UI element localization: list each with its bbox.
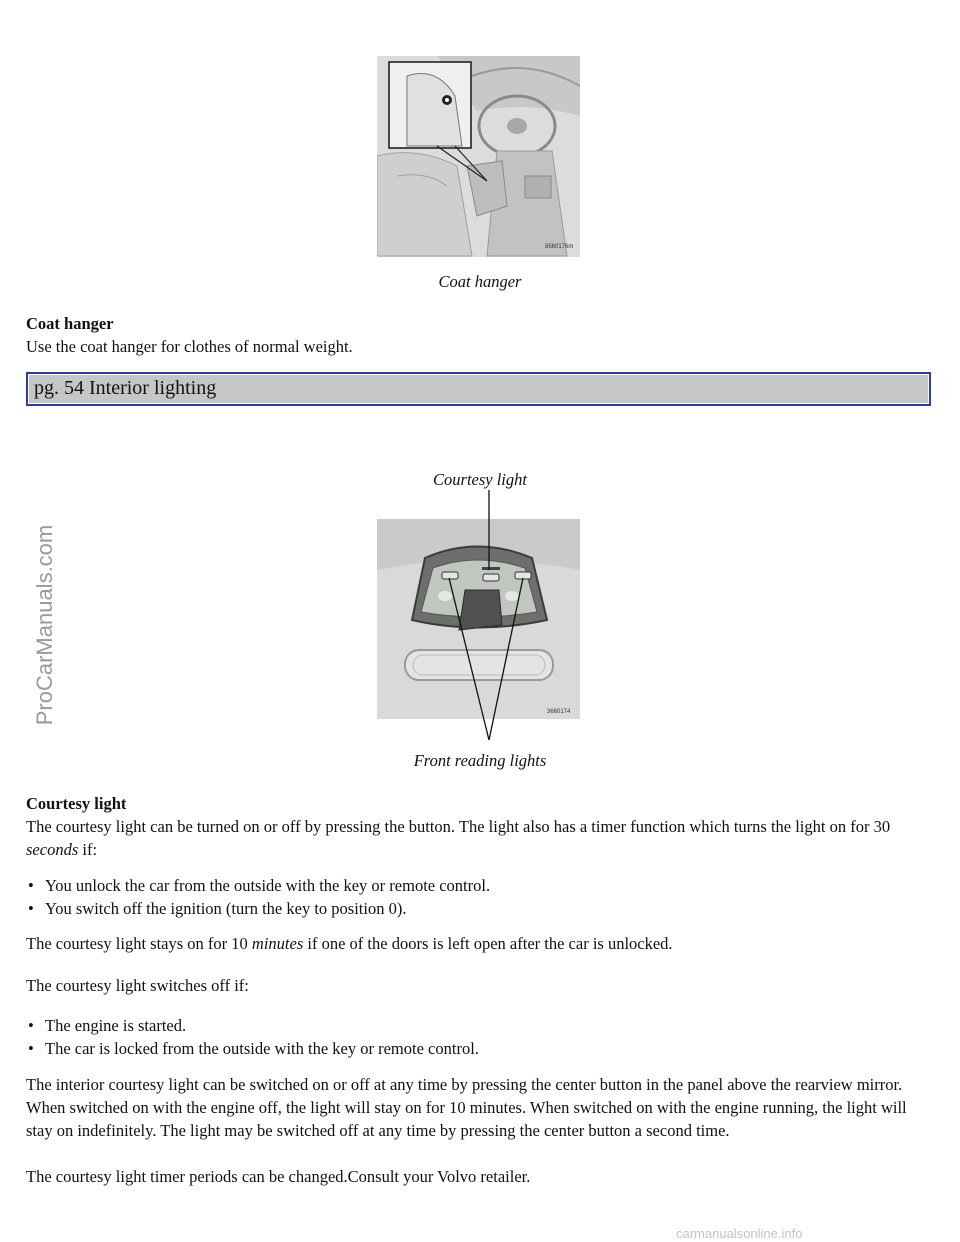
courtesy-light-label: Courtesy light: [433, 470, 527, 489]
intro-text-end: if:: [78, 840, 98, 859]
courtesy-off-intro: The courtesy light switches off if:: [26, 976, 249, 995]
interior-courtesy-paragraph: The interior courtesy light can be switched on or off at any time by pressing the center button in the panel above the rearview mirror. When switched on with the engine off, the light will stay on for 10 minutes. When switched on with the engine running, the light will stay on indefinitely. The light may be switched off at any time by pressing the center button a second time.: [26, 1075, 907, 1140]
front-reading-lights-label: Front reading lights: [413, 751, 547, 770]
interior-lighting-illustration: [377, 490, 580, 752]
section-header-bar: [26, 372, 931, 406]
switch-off-conditions-list: [26, 1014, 479, 1060]
coat-hanger-text: Use the coat hanger for clothes of normal weight.: [26, 337, 353, 356]
courtesy-light-intro: [26, 815, 936, 861]
stay-emphasis: minutes: [251, 934, 304, 953]
list-item: • You switch off the ignition (turn the key to position 0).: [26, 897, 490, 920]
coat-hanger-illustration: [377, 56, 580, 257]
list-item: • You unlock the car from the outside with the key or remote control.: [26, 874, 490, 897]
coat-hanger-figure-code: 8560176m: [545, 244, 574, 250]
lighting-figure-code: 3660174: [547, 709, 571, 715]
courtesy-light-heading: Courtesy light: [26, 794, 127, 813]
intro-emphasis: seconds: [26, 840, 79, 859]
stay-text-end: if one of the doors is left open after the car is unlocked.: [303, 934, 673, 953]
list-item: • The car is locked from the outside with the key or remote control.: [26, 1037, 479, 1060]
bottom-watermark: carmanualsonline.info: [676, 1226, 803, 1241]
coat-hanger-caption: Coat hanger: [438, 272, 522, 291]
side-watermark: ProCarManuals.com: [32, 524, 57, 726]
courtesy-stay-on-text: [26, 932, 936, 955]
coat-hanger-heading: Coat hanger: [26, 314, 114, 333]
intro-text: The courtesy light can be turned on or off by pressing the button. The light also has a timer function which turns the light on for 30: [26, 817, 891, 836]
stay-text: The courtesy light stays on for 10: [26, 934, 252, 953]
list-item: • The engine is started.: [26, 1014, 479, 1037]
timer-retailer-paragraph: The courtesy light timer periods can be changed.Consult your Volvo retailer.: [26, 1167, 531, 1186]
timer-conditions-list: [26, 874, 490, 920]
section-header-title: pg. 54 Interior lighting: [34, 377, 217, 399]
